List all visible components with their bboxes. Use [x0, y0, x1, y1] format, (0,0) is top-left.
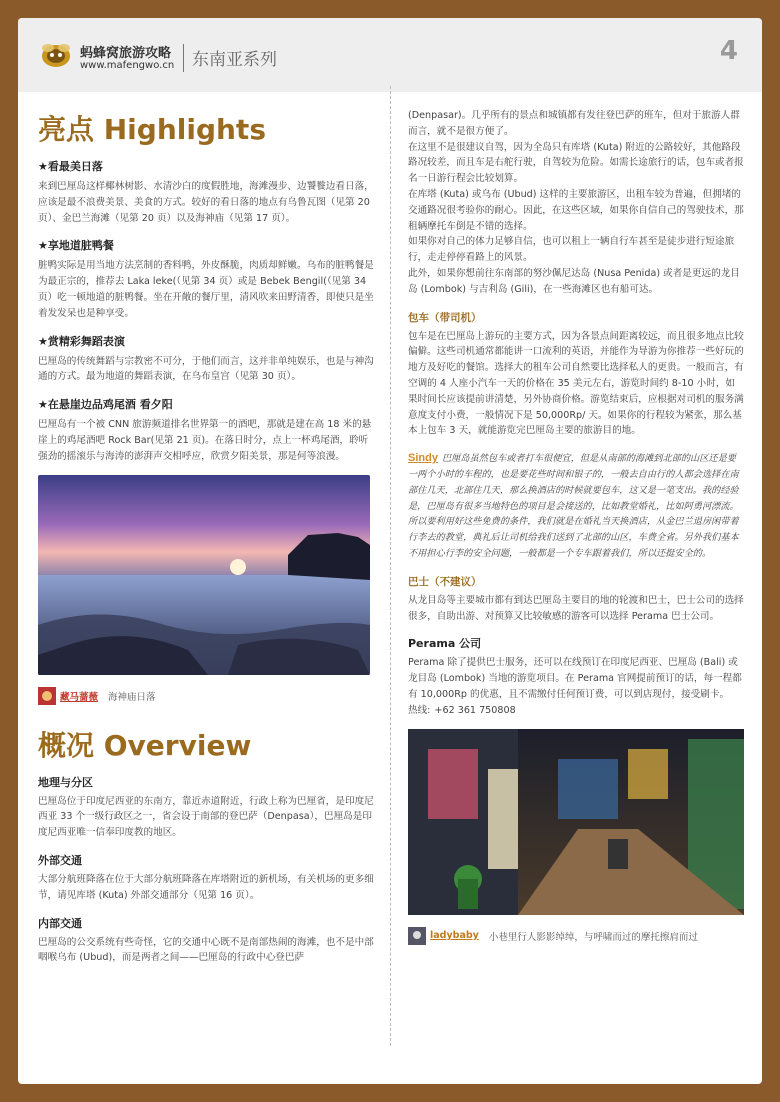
photo-author-link[interactable]: 藏马蔷薇 [60, 691, 99, 703]
street-photo [408, 729, 744, 915]
hotline-row [408, 703, 744, 719]
photo-caption-text: 小巷里行人影影绰绰，与呼啸而过的摩托擦肩而过 [488, 931, 698, 943]
overview-section-title: 外部交通 [38, 853, 82, 867]
highlights-title: 亮点 Highlights [38, 113, 266, 146]
page-number: 4 [719, 36, 738, 66]
bus-text: 从龙目岛等主要城市都有到达巴厘岛主要目的地的轮渡和巴士，巴士公司的选择很多，自助出游、对预算又比较敏感的游客可以选择 Perama 巴士公司。 [408, 594, 744, 622]
guide-page [18, 18, 762, 1084]
bee-logo-icon [38, 40, 74, 70]
user-avatar-icon [408, 927, 426, 945]
highlight-text: 脏鸭实际是用当地方法烹制的香料鸭，外皮酥脆，肉质却鲜嫩。乌布的脏鸭餐是为最正宗的，推荐去 Laka leke(（见第 34 页）或是 Bebek Bengil(（见第 34 页）吃一顿地道的脏鸭餐。坐在开敞的餐厅里，清风吹来田野清香，即使只是坐着发发呆也是种享受。 [38, 260, 374, 319]
overview-section-text: 巴厘岛的公交系统有些奇怪，它的交通中心既不是南部热闹的海滩，也不是中部咽喉乌布 (Ubud)，而是两者之间——巴厘岛的行政中心登巴萨 [38, 936, 374, 964]
transport-text: 此外，如果你想前往东南部的努沙佩尼达岛 (Nusa Penida) 或者是更远的龙目岛 (Lombok) 与吉利岛 (Gili)，在一些海滩区也有船可达。 [408, 267, 740, 295]
user-quote [408, 451, 744, 562]
highlight-title: ★赏精彩舞蹈表演 [38, 334, 125, 348]
transport-text: (Denpasar)。几乎所有的景点和城镇都有发往登巴萨的班车，但对于旅游人群而言，就不是很方便了。 [408, 110, 740, 137]
perama-title: Perama 公司 [408, 637, 482, 651]
highlight-text: 巴厘岛有一个被 CNN 旅游频道排名世界第一的酒吧，那就是建在高 18 米的悬崖上的鸡尾酒吧 Rock Bar(见第 21 页)。在落日时分，点上一杯鸡尾酒，聆听强劲的摇滚乐与海涛的澎湃声交相呼应，欣赏夕阳美景，那是何等浪漫。 [38, 419, 372, 462]
highlight-text: 巴厘岛的传统舞蹈与宗教密不可分，于他们而言，这并非单纯娱乐，也是与神沟通的方式。最为地道的舞蹈表演，在乌布皇宫（见第 30 页）。 [38, 355, 374, 383]
sunset-temple-photo [38, 475, 370, 675]
photo-caption-text: 海神庙日落 [108, 691, 156, 703]
brand-name: 蚂蜂窝旅游攻略 [80, 46, 172, 61]
transport-text: 在库塔 (Kuta) 或乌布 (Ubud) 这样的主要旅游区，出租车较为普遍，但拥堵的交通路况很考验你的耐心。因此，在这些区域，如果你自信自己的驾驶技术，那租辆摩托车倒是不错的选择。 [408, 188, 744, 232]
user-avatar-icon [38, 687, 56, 705]
overview-section-text: 巴厘岛位于印度尼西亚的东南方，靠近赤道附近，行政上称为巴厘省，是印度尼西亚 33 个一级行政区之一，省会设于南部的登巴萨（Denpasa），巴厘岛是印度尼西亚唯一信奉印度教的地区。 [38, 795, 374, 839]
hotline-label: 热线: [408, 704, 431, 716]
left-column [38, 113, 375, 978]
column-divider [390, 86, 391, 1046]
quote-text: 巴厘岛虽然包车或者打车很便宜，但是从南部的海滩到北部的山区还是要一两个小时的车程的，也是要花些时间和银子的，一般去自由行的人都会选择在南部住几天，北部住几天，那么换酒店的时候就要包车，这又是一笔支出。我的经验是，巴厘岛有很多当地特色的项目是会接送的，比如教堂婚礼，比如阿勇河漂流。所以要利用好这些免费的条件，我们就是在婚礼当天换酒店，从金巴兰退房闲带着行李去的教堂，典礼后让司机给我们送到了北部的山区，车费全省。另外我们基本不用担心行李的安全问题，一般都是一个专车跟着我们，所以还挺安全的。 [408, 453, 739, 559]
highlight-title: ★看最美日落 [38, 160, 103, 173]
hotline-number: +62 361 750808 [434, 704, 516, 716]
photo-author-link[interactable]: ladybaby [430, 930, 479, 941]
highlight-title: ★享地道脏鸭餐 [38, 239, 114, 253]
photo-caption [408, 923, 744, 949]
series-title: 东南亚系列 [192, 50, 277, 70]
photo-caption [38, 683, 375, 709]
header-divider [183, 44, 184, 72]
highlight-title: ★在悬崖边品鸡尾酒 看夕阳 [38, 398, 173, 412]
transport-text: 如果你对自己的体力足够自信，也可以租上一辆自行车甚至是徒步进行短途旅行，走走停停看路上的风景。 [408, 236, 735, 264]
quote-author-link[interactable]: Sindy [408, 452, 438, 465]
overview-section-text: 大部分航班降落在位于大部分航班降落在库塔附近的新机场，有关机场的更多细节，请见库塔 (Kuta) 外部交通部分（见第 16 页）。 [38, 873, 374, 901]
overview-title: 概况 Overview [38, 728, 252, 762]
perama-text: Perama 除了提供巴士服务，还可以在线预订在印度尼西亚、巴厘岛 (Bali) 或龙目岛 (Lombok) 当地的游览项目。在 Perama 官网提前预订的话，每一程都有 10,000Rp 的优惠，且不需缴付任何预订费，可以到店现付，接受刷卡。 [408, 657, 742, 700]
overview-section-title: 地理与分区 [38, 775, 93, 789]
bus-title: 巴士（不建议） [408, 575, 482, 588]
brand-url: www.mafengwo.cn [80, 60, 175, 71]
charter-title: 包车（带司机） [408, 311, 482, 324]
charter-text: 包车是在巴厘岛上游玩的主要方式，因为各景点间距离较远，而且很多地点比较偏僻。这些司机通常都能讲一口流利的英语，并能作为导游为你推荐一些好玩的地方及好吃的餐馆。选择大的租车公司自然要比选择私人的更贵。一般而言，有空调的 4 人座小汽车一天的价格在 35 美元左右，游览时间约 8-10 小时，如果时间长应该提前讲清楚，另外协商价格。游览结束后，应根据对司机的服务满意度支付小费，一般情况下是 50,000Rp/ 天。如果你的行程较为紧张，那么基本上包车 3 天，就能游览完巴厘岛主要的旅游目的地。 [408, 330, 744, 437]
overview-section-title: 内部交通 [38, 916, 82, 930]
right-column [408, 108, 744, 949]
page-header [18, 18, 762, 92]
transport-text: 在这里不是很建议自驾，因为全岛只有库塔 (Kuta) 附近的公路较好，其他路段路况较差，而且车是右舵行驶，自驾较为危险。如需长途旅行的话，包车或者报名一日游行程会比较划算。 [408, 141, 744, 185]
highlight-text: 来到巴厘岛这样椰林树影、水清沙白的度假胜地，海滩漫步、边饕餮边看日落，应该是最不浪费美景、美食的方式。较好的看日落的地点有乌鲁瓦图（见第 20 页）、金巴兰海滩（见第 20 页）以及海神庙（见第 17 页）。 [38, 181, 374, 224]
